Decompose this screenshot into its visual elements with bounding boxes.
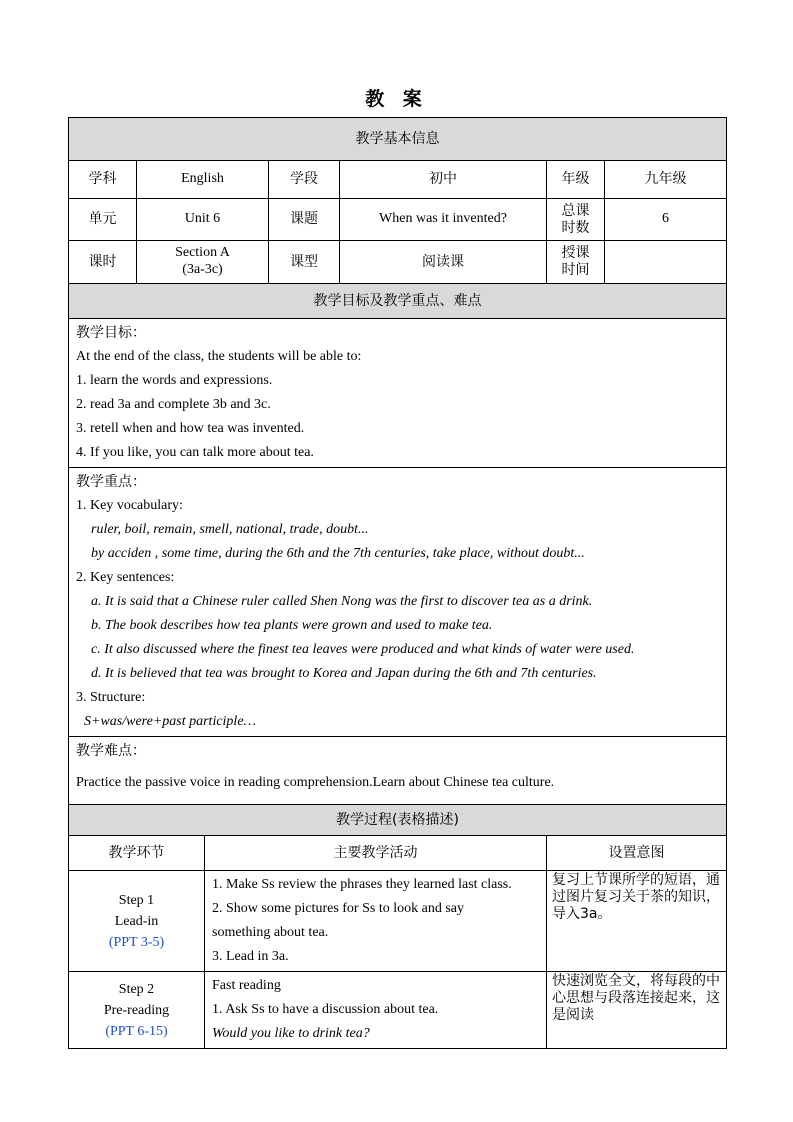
period-value-line1: Section A [175,245,230,261]
key-sentence: d. It is believed that tea was brought to Korea and Japan during the 6th and 7th centuries. [91,666,597,681]
difficulties [69,737,727,805]
step-ppt-range: (PPT 6-15) [105,1023,168,1039]
vocab-words: ruler, boil, remain, smell, national, trade, doubt... [91,522,369,537]
objective-line: 2. read 3a and complete 3b and 3c. [76,397,271,412]
key-sentence: a. It is said that a Chinese ruler called Shen Nong was the first to discover tea as a drink. [91,594,593,609]
unit-value: Unit 6 [137,199,269,241]
grade-value: 九年级 [605,161,727,199]
period-value-line2: (3a-3c) [182,262,223,277]
class-time-label [547,241,605,284]
lesson-plan-table [68,117,727,1049]
structure-pattern: S+was/were+past participle… [84,714,256,729]
stage-label: 学段 [269,161,340,199]
total-periods-label-line2: 时数 [561,219,590,236]
total-periods-label [547,199,605,241]
type-label: 课型 [269,241,340,284]
objectives-section-header: 教学目标及教学重点、难点 [69,284,727,319]
step-1-activities [205,871,547,972]
step-number: Step 2 [118,981,155,997]
total-periods-value: 6 [605,199,727,241]
step-number: Step 1 [118,892,155,908]
structure-label: 3. Structure: [76,690,146,705]
objective-line: 4. If you like, you can talk more about tea. [76,445,314,460]
objective-line: 3. retell when and how tea was invented. [76,421,305,436]
step-2-purpose: 快速浏览全文，将每段的中心思想与段落连接起来，这是阅读 [547,972,727,1049]
sentences-label: 2. Key sentences: [76,570,175,585]
topic-value: When was it invented? [340,199,547,241]
activity-line: Fast reading [212,978,281,993]
objectives-label: 教学目标： [76,325,146,341]
activity-line: 2. Show some pictures for Ss to look and say [212,901,464,916]
subject-value: English [137,161,269,199]
difficulties-label: 教学难点： [76,743,146,759]
step-ppt-range: (PPT 3-5) [108,934,165,950]
key-points-label: 教学重点： [76,474,146,490]
difficulties-text: Practice the passive voice in reading comprehension.Learn about Chinese tea culture. [76,775,555,790]
vocab-label: 1. Key vocabulary: [76,498,183,513]
objective-line: 1. learn the words and expressions. [76,373,273,388]
basic-info-header: 教学基本信息 [69,118,727,161]
key-sentence: c. It also discussed where the finest tea leaves were produced and what kinds of water were used. [91,642,635,657]
topic-label: 课题 [269,199,340,241]
class-time-label-line2: 时间 [561,262,590,278]
step-1-cell [69,871,205,972]
activity-line: something about tea. [212,925,329,940]
activity-line: 1. Ask Ss to have a discussion about tea. [212,1002,439,1017]
step-name: Pre-reading [103,1002,170,1018]
class-time-value [605,241,727,284]
type-value: 阅读课 [340,241,547,284]
process-header-step: 教学环节 [69,836,205,871]
step-name: Lead-in [114,913,159,929]
process-header-purpose: 设置意图 [547,836,727,871]
process-header-activity: 主要教学活动 [205,836,547,871]
total-periods-label-line1: 总课 [561,202,590,219]
unit-label: 单元 [69,199,137,241]
period-label: 课时 [69,241,137,284]
step-2-cell [69,972,205,1049]
document-title: 教 案 [365,88,428,110]
activity-line: Would you like to drink tea? [212,1026,370,1041]
teaching-objectives [69,319,727,468]
objective-line: At the end of the class, the students will be able to: [76,349,362,364]
vocab-phrases: by acciden , some time, during the 6th and the 7th centuries, take place, without doubt... [91,546,585,561]
activity-line: 3. Lead in 3a. [212,949,289,964]
step-2-activities [205,972,547,1049]
stage-value: 初中 [340,161,547,199]
period-value [137,241,269,284]
process-section-header: 教学过程(表格描述) [69,805,727,836]
subject-label: 学科 [69,161,137,199]
class-time-label-line1: 授课 [561,245,590,262]
grade-label: 年级 [547,161,605,199]
key-points [69,468,727,737]
step-1-purpose: 复习上节课所学的短语，通过图片复习关于茶的知识，导入3a。 [547,871,727,972]
key-sentence: b. The book describes how tea plants were grown and used to make tea. [91,618,493,633]
activity-line: 1. Make Ss review the phrases they learned last class. [212,877,512,892]
